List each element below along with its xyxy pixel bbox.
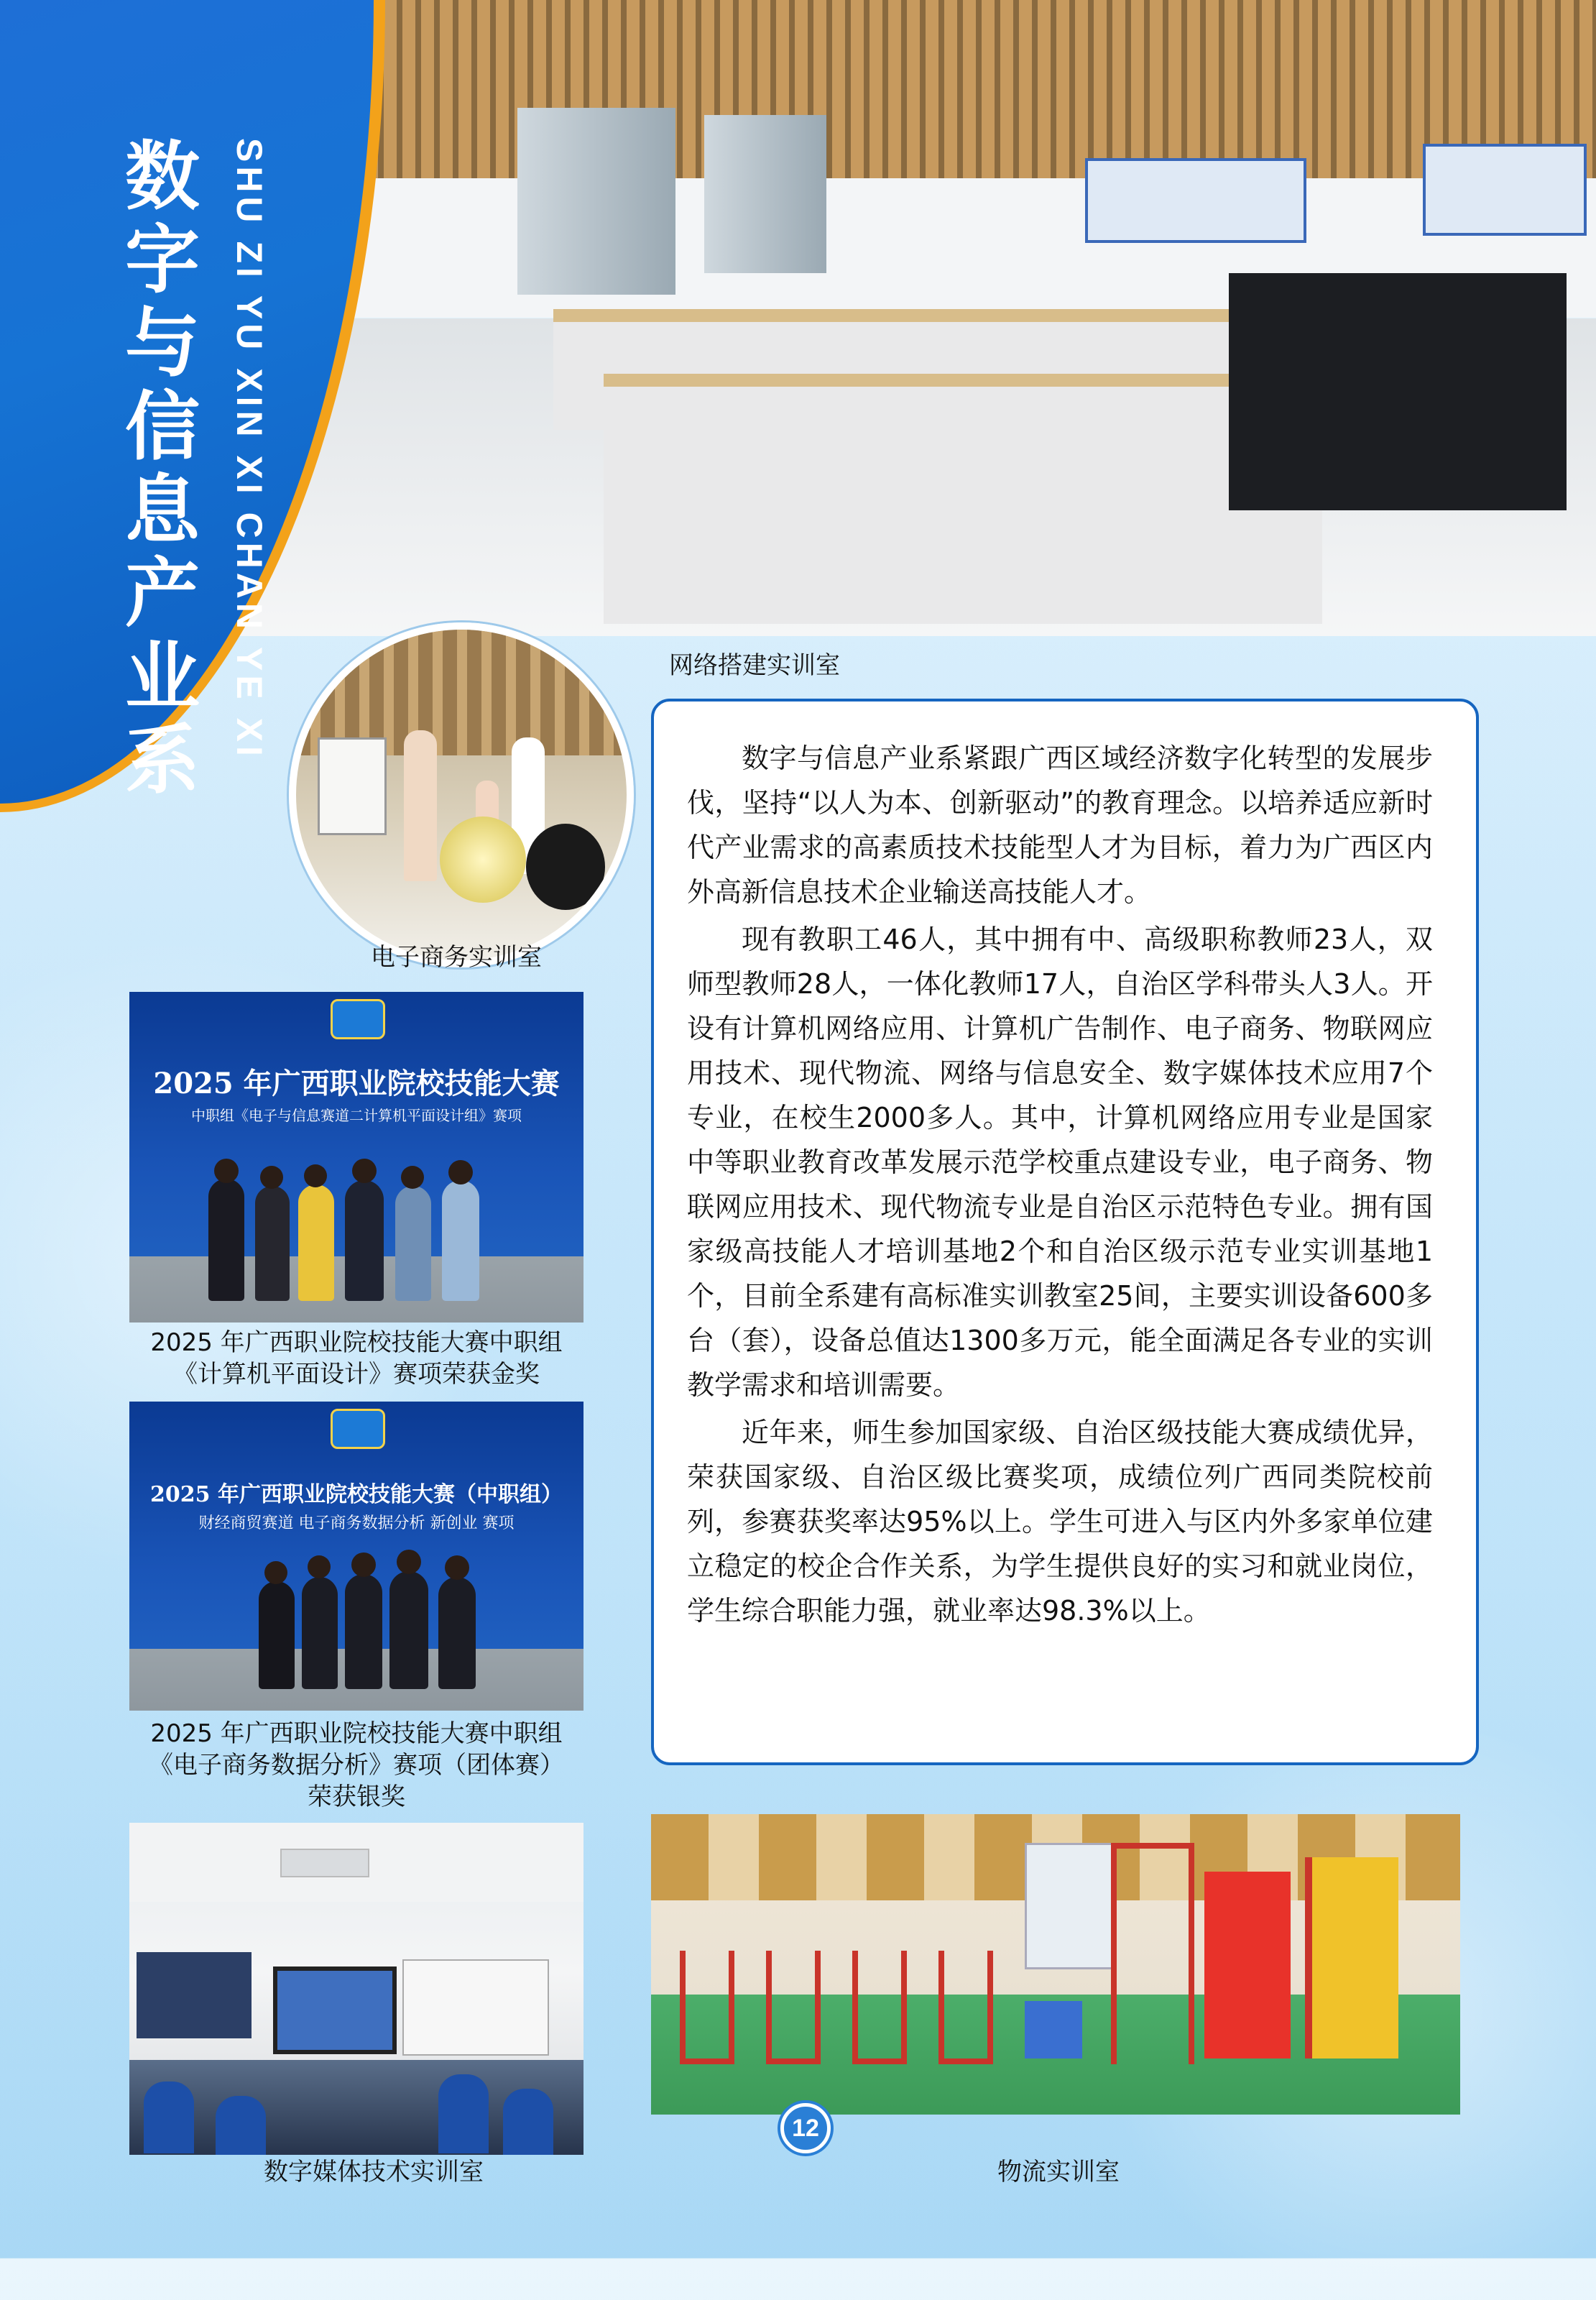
silver-award-caption-line-1: 2025 年广西职业院校技能大赛中职组 <box>150 1719 563 1748</box>
silver-award-caption-line-2: 《电子商务数据分析》赛项（团体赛） <box>149 1751 564 1780</box>
department-title: 数字与信息产业系 <box>112 137 200 804</box>
achievement-paragraph: 近年来，师生参加国家级、自治区级技能大赛成绩优异，荣获国家级、自治区级比赛奖项，成绩位列广西同类院校前列，参赛获奖率达95%以上。学生可进入与区内外多家单位建立稳定的校企合作关系，为学生提供良好的实习和就业岗位，学生综合职能力强，就业率达98.3%以上。 <box>687 1417 1433 1627</box>
gold-photo-subtitle: 中职组《电子与信息赛道二计算机平面设计组》赛项 <box>191 1107 522 1124</box>
competition-logo-icon <box>331 1409 385 1449</box>
logistics-lab-photo <box>651 1814 1460 2115</box>
silver-photo-subtitle: 财经商贸赛道 电子商务数据分析 新创业 赛项 <box>198 1514 515 1532</box>
silver-photo-title: 2025 年广西职业院校技能大赛（中职组） <box>150 1482 563 1507</box>
gold-award-caption <box>122 1327 591 1390</box>
ecommerce-lab-photo <box>289 622 634 967</box>
department-description <box>651 699 1479 1765</box>
ecommerce-lab-caption: 电子商务实训室 <box>371 943 542 972</box>
media-lab-photo <box>129 1823 583 2155</box>
department-title-pinyin: SHU ZI YU XIN XI CHAN YE XI <box>229 138 269 760</box>
silver-award-photo <box>129 1402 583 1711</box>
silver-award-caption-line-3: 荣获银奖 <box>308 1782 405 1811</box>
gold-award-caption-line-1: 2025 年广西职业院校技能大赛中职组 <box>150 1328 563 1357</box>
silver-award-caption <box>122 1718 591 1813</box>
gold-photo-title: 2025 年广西职业院校技能大赛 <box>153 1067 560 1100</box>
competition-logo-icon <box>331 999 385 1039</box>
media-lab-caption: 数字媒体技术实训室 <box>264 2158 484 2186</box>
network-lab-caption: 网络搭建实训室 <box>669 651 840 680</box>
faculty-paragraph: 现有教职工46人，其中拥有中、高级职称教师23人，双师型教师28人，一体化教师17人，自治区学科带头人3人。开设有计算机网络应用、计算机广告制作、电子商务、物联网应用技术、现代物流、网络与信息安全、数字媒体技术应用7个专业，在校生2000多人。其中，计算机网络应用专业是国家中等职业教育改革发展示范学校重点建设专业，电子商务、物联网应用技术、现代物流专业是自治区示范特色专业。拥有国家级高技能人才培训基地2个和自治区级示范专业实训基地1个，目前全系建有高标准实训教室25间，主要实训设备600多台（套），设备总值达1300多万元，能全面满足各专业的实训教学需求和培训需要。 <box>687 924 1433 1401</box>
network-lab-photo <box>216 0 1596 636</box>
gold-award-photo <box>129 992 583 1322</box>
page-number: 12 <box>780 2103 831 2153</box>
intro-paragraph: 数字与信息产业系紧跟广西区域经济数字化转型的发展步伐，坚持“以人为本、创新驱动”的教育理念。以培养适应新时代产业需求的高素质技术技能型人才为目标，着力为广西区内外高新信息技术企业输送高技能人才。 <box>687 742 1433 908</box>
logistics-lab-caption: 物流实训室 <box>997 2158 1120 2186</box>
gold-award-caption-line-2: 《计算机平面设计》赛项荣获金奖 <box>173 1360 540 1389</box>
